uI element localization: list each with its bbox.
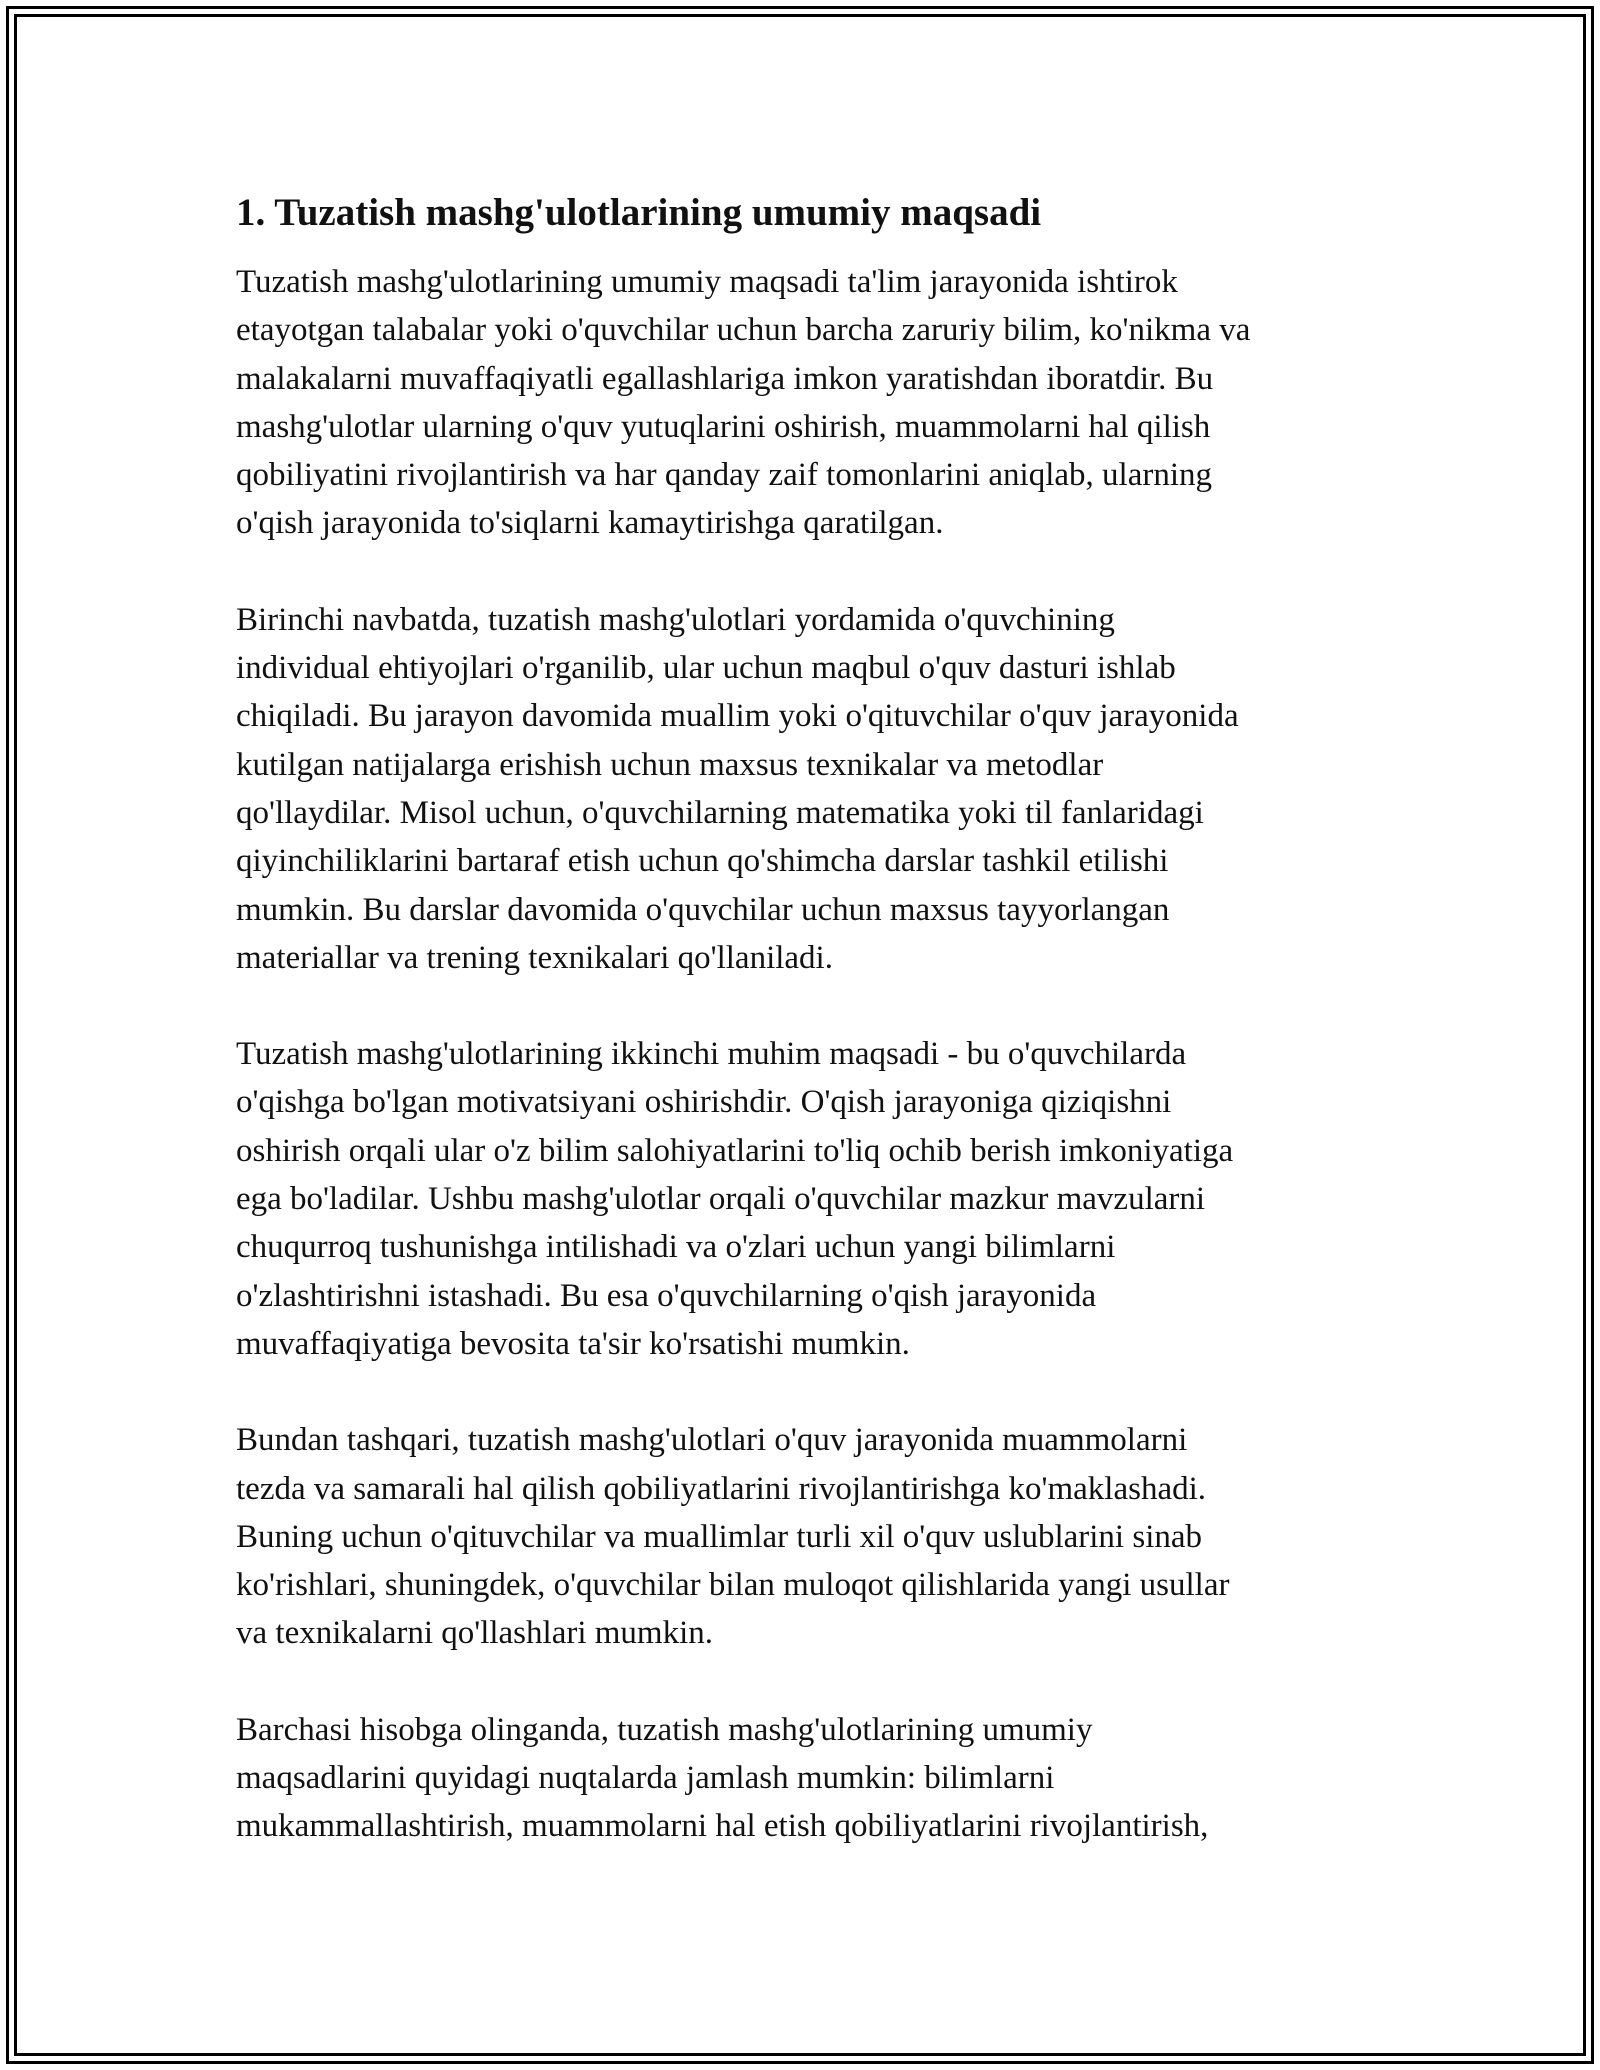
section-heading: 1. Tuzatish mashg'ulotlarining umumiy maqsadi [236, 191, 1042, 234]
document-body [236, 188, 1386, 1899]
paragraph-5: Barchasi hisobga olinganda, tuzatish mashg'ulotlarining umumiy maqsadlarini quyidagi nuqtalarda jamlash mumkin: bilimlarni mukammallashtirish, muammolarni hal etish qobiliyatlarini rivojlantirish, [236, 1711, 1209, 1845]
paragraph-3: Tuzatish mashg'ulotlarining ikkinchi muhim maqsadi - bu o'quvchilarda o'qishga bo'lgan motivatsiyani oshirishdir. O'qish jarayoniga qiziqishni oshirish orqali ular o'z bilim salohiyatlarini to'liq ochib berish imkoniyatiga ega bo'ladilar. Ushbu mashg'ulotlar orqali o'quvchilar mazkur mavzularni chuqurroq tushunishga intilishadi va o'zlari uchun yangi bilimlarni o'zlashtirishni istashadi. Bu esa o'quvchilarning o'qish jarayonida muvaffaqiyatiga bevosita ta'sir ko'rsatishi mumkin. [236, 1036, 1234, 1362]
paragraph-1: Tuzatish mashg'ulotlarining umumiy maqsadi ta'lim jarayonida ishtirok etayotgan talabalar yoki o'quvchilar uchun barcha zaruriy bilim, ko'nikma va malakalarni muvaffaqiyatli egallashlariga imkon yaratishdan iboratdir. Bu mashg'ulotlar ularning o'quv yutuqlarini oshirish, muammolarni hal qilish qobiliyatini rivojlantirish va har qanday zaif tomonlarini aniqlab, ularning o'qish jarayonida to'siqlarni kamaytirishga qaratilgan. [236, 264, 1251, 542]
paragraph-2: Birinchi navbatda, tuzatish mashg'ulotlari yordamida o'quvchining individual ehtiyojlari o'rganilib, ular uchun maqbul o'quv dasturi ishlab chiqiladi. Bu jarayon davomida muallim yoki o'qituvchilar o'quv jarayonida kutilgan natijalarga erishish uchun maxsus texnikalar va metodlar qo'llaydilar. Misol uchun, o'quvchilarning matematika yoki til fanlaridagi qiyinchiliklarini bartaraf etish uchun qo'shimcha darslar tashkil etilishi mumkin. Bu darslar davomida o'quvchilar uchun maxsus tayyorlangan materiallar va trening texnikalari qo'llaniladi. [236, 601, 1239, 976]
paragraph-4: Bundan tashqari, tuzatish mashg'ulotlari o'quv jarayonida muammolarni tezda va samarali hal qilish qobiliyatlarini rivojlantirishga ko'maklashadi. Buning uchun o'qituvchilar va muallimlar turli xil o'quv uslublarini sinab ko'rishlari, shuningdek, o'quvchilar bilan muloqot qilishlarida yangi usullar va texnikalarni qo'llashlari mumkin. [236, 1422, 1230, 1652]
